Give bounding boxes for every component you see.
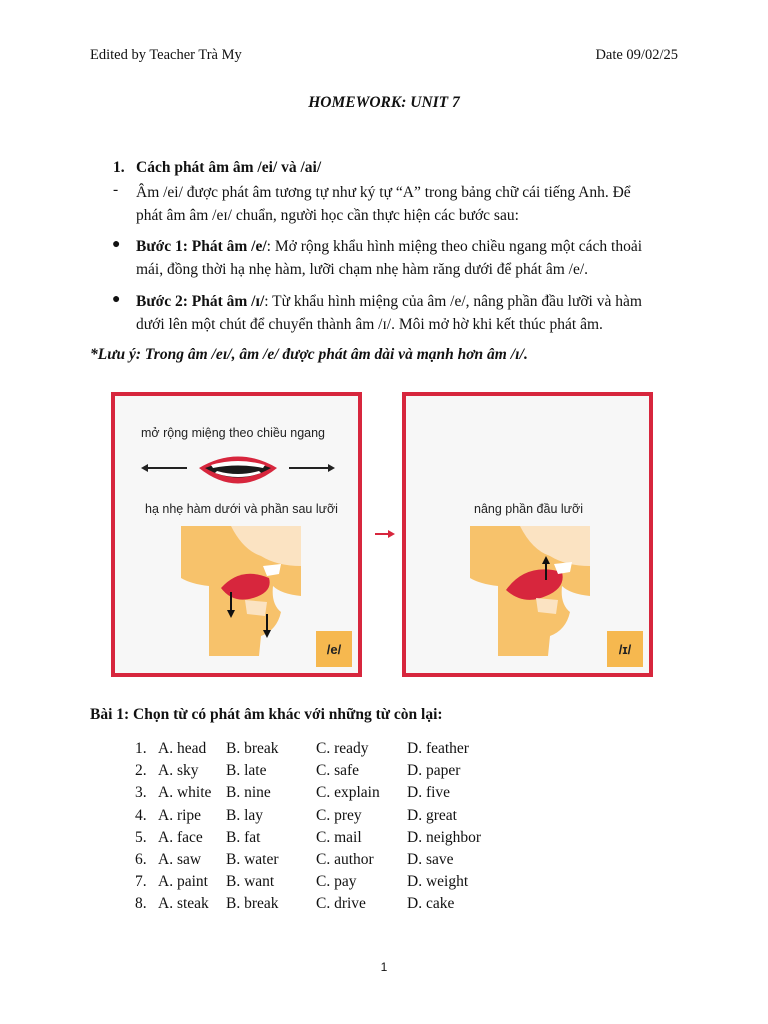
intro-line-1: Âm /ei/ được phát âm tương tự như ký tự “A” trong bảng chữ cái tiếng Anh. Để [136,184,631,201]
list-item [135,782,507,804]
exercise-heading: Bài 1: Chọn từ có phát âm khác với những từ còn lại: [90,706,443,723]
intro-dash: - [113,181,119,198]
arrow-right-icon [374,527,396,541]
list-item [135,893,507,915]
item-number: 4. [135,806,147,824]
option-b: B. water [226,850,279,868]
option-b: B. lay [226,806,264,824]
header-date: Date 09/02/25 [595,47,678,63]
item-number: 5. [135,828,147,846]
step-1-label: Bước 1: Phát âm /e/ [136,238,267,255]
section-heading: Cách phát âm âm /ei/ và /ai/ [136,159,322,176]
option-a: A. sky [158,762,199,780]
option-d: D. feather [407,740,469,757]
option-a: A. ripe [158,806,202,824]
step-2-text-1: : Từ khẩu hình miệng của âm /e/, nâng phần đầu lưỡi và hàm [264,293,642,310]
item-number: 2. [135,762,147,780]
step-1-text-2: mái, đồng thời hạ nhẹ hàm, lưỡi chạm nhẹ hàm răng dưới để phát âm /e/. [136,261,589,278]
caption-raise-tongue: nâng phần đầu lưỡi [474,502,584,516]
option-c: C. ready [316,740,369,757]
list-item [135,805,507,827]
option-b: B. break [226,740,279,757]
bullet-icon: ● [112,292,121,307]
header-author: Edited by Teacher Trà My [90,47,242,63]
option-c: C. prey [316,806,362,824]
panel-e [111,392,362,677]
list-item [135,849,507,871]
option-d: D. weight [407,873,469,891]
item-number: 3. [135,784,147,802]
option-d: D. great [407,806,457,824]
option-d: D. save [407,850,454,868]
list-item [135,827,507,849]
option-d: D. cake [407,895,455,913]
item-number: 1. [135,740,147,757]
option-c: C. drive [316,895,366,913]
option-c: C. mail [316,828,362,846]
caption-lower-jaw: hạ nhẹ hàm dưới và phần sau lưỡi [145,502,338,516]
option-a: A. face [158,828,203,846]
option-c: C. pay [316,873,357,891]
head-profile-e-icon [181,526,301,656]
option-b: B. want [226,873,275,891]
option-a: A. head [158,740,207,757]
option-b: B. break [226,895,279,913]
option-a: A. saw [158,850,202,868]
step-2-text-2: dưới lên một chút để chuyển thành âm /ɪ/. Môi mở hờ khi kết thúc phát âm. [136,316,603,333]
option-c: C. safe [316,762,360,780]
option-b: B. late [226,762,267,780]
option-d: D. five [407,784,451,802]
option-d: D. paper [407,762,461,780]
panel-i [402,392,653,677]
item-number: 7. [135,873,147,891]
list-item [135,871,507,893]
option-b: B. nine [226,784,271,802]
page-number: 1 [380,960,388,974]
option-c: C. author [316,850,374,868]
step-1-text-1: : Mở rộng khẩu hình miệng theo chiều ngang một cách thoải [266,238,643,255]
note: *Lưu ý: Trong âm /eɪ/, âm /e/ được phát âm dài và mạnh hơn âm /ɪ/. [90,346,528,363]
list-item [135,760,507,782]
intro-paragraph [136,181,676,227]
item-number: 8. [135,895,147,913]
head-profile-i-icon [470,526,590,656]
ipa-tag-e: /e/ [316,631,352,667]
option-a: A. steak [158,895,209,913]
list-item [135,738,507,760]
intro-line-2: phát âm âm /eɪ/ chuẩn, người học cần thực hiện các bước sau: [136,207,519,224]
option-a: A. paint [158,873,208,891]
page-title: HOMEWORK: UNIT 7 [308,94,460,111]
caption-widen-mouth: mở rộng miệng theo chiều ngang [141,426,326,440]
option-c: C. explain [316,784,380,802]
step-2 [136,290,676,336]
step-1 [136,235,676,281]
item-number: 6. [135,850,147,868]
option-d: D. neighbor [407,828,482,846]
mouth-illustration [139,451,339,493]
option-b: B. fat [226,828,261,846]
section-number: 1. [113,159,125,176]
ipa-tag-i: /ɪ/ [607,631,643,667]
option-a: A. white [158,784,212,802]
exercise-list [135,738,507,916]
step-2-label: Bước 2: Phát âm /ɪ/ [136,293,265,310]
bullet-icon: ● [112,237,121,252]
